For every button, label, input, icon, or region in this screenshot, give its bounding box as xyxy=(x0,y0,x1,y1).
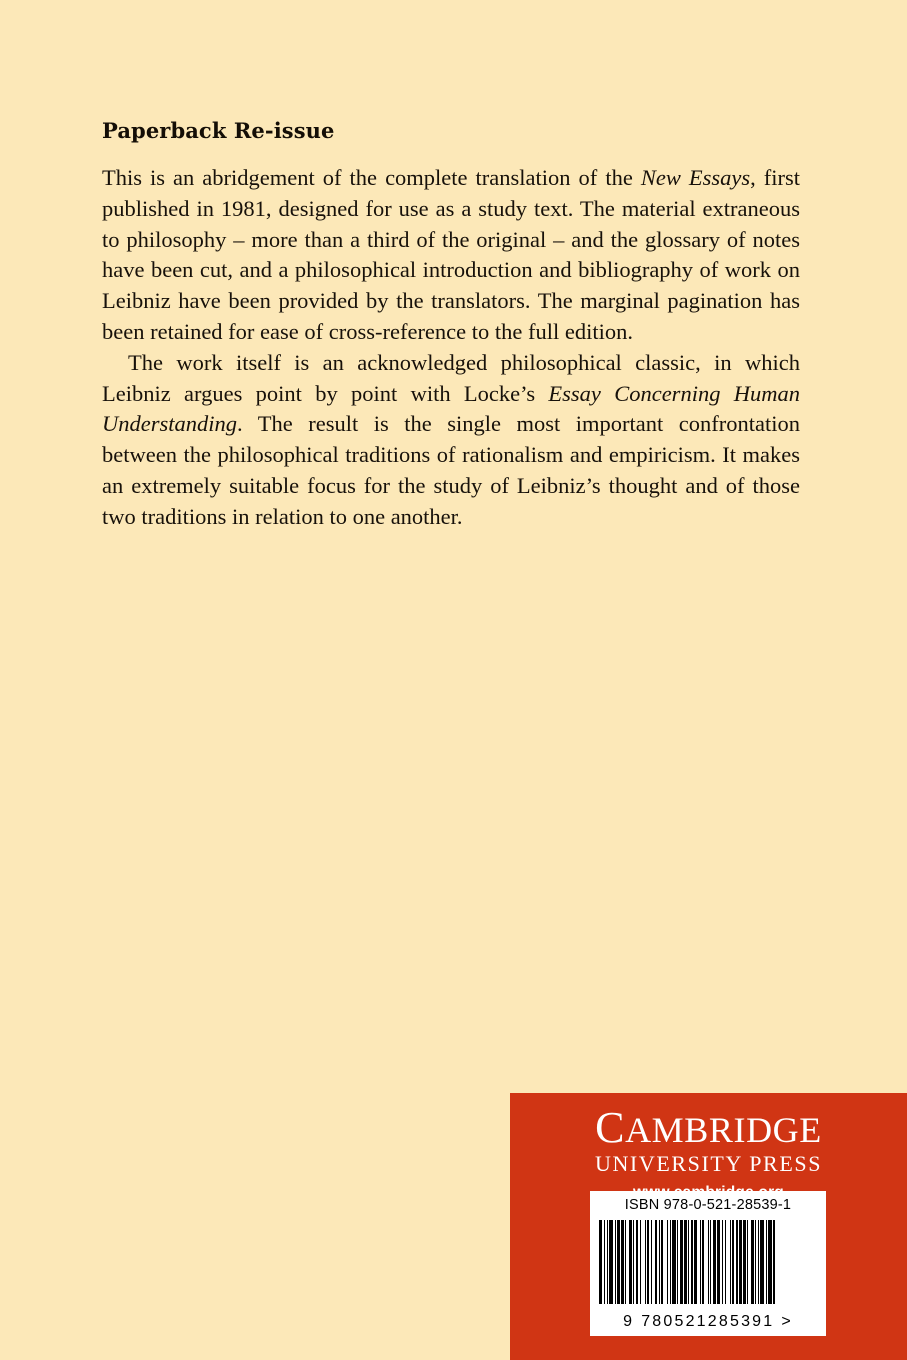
blurb-p2-text-a: The work itself is an acknowledged philosophical classic, in which Leibniz argues point by point with Locke’s xyxy=(102,349,800,406)
blurb-p1-text-a: This is an abridgement of the complete translation of the xyxy=(102,165,641,190)
barcode-block xyxy=(590,1191,826,1336)
publisher-name xyxy=(510,1103,907,1152)
ean-left-group: 780521 xyxy=(641,1313,708,1330)
barcode-bars xyxy=(599,1220,819,1304)
publisher-subtitle: UNIVERSITY PRESS xyxy=(594,1151,823,1176)
blurb-p1-title-new-essays: New Essays xyxy=(640,165,751,190)
isbn-label: ISBN 978-0-521-28539-1 xyxy=(624,1197,792,1213)
ean-digits xyxy=(591,1313,825,1331)
publisher-name-initial: C xyxy=(595,1103,626,1152)
blurb-p2-title-essay-concerning: Essay Concerning Human Understanding xyxy=(102,380,800,437)
blurb-paragraph-1 xyxy=(102,163,800,348)
blurb-p1-text-b: , first published in 1981, designed for use as a study text. The material extraneous to philosophy – more than a third of the original – and the glossary of notes have been cut, and a philosophical introduction and bibliography of work on Leibniz have been provided by the translators. The marginal pagination has been retained for ease of cross-reference to the full edition. xyxy=(102,165,801,344)
blurb-p2-text-b: . The result is the single most important confrontation between the philosophical traditions of rationalism and empiricism. It makes an extremely suitable focus for the study of Leibniz’s thought and of those two traditions in relation to one another. xyxy=(102,411,800,529)
blurb-paragraph-2 xyxy=(102,348,800,533)
publisher-name-rest: AMBRIDGE xyxy=(625,1110,822,1150)
barcode-bar xyxy=(775,1220,776,1304)
ean-lead-digit: 9 xyxy=(623,1313,635,1330)
blurb-section xyxy=(102,118,800,533)
blurb-heading: Paperback Re-issue xyxy=(102,118,335,143)
publisher-panel xyxy=(510,1093,907,1360)
ean-right-group: 285391 xyxy=(707,1313,775,1330)
ean-trailing-symbol: > xyxy=(781,1313,793,1330)
